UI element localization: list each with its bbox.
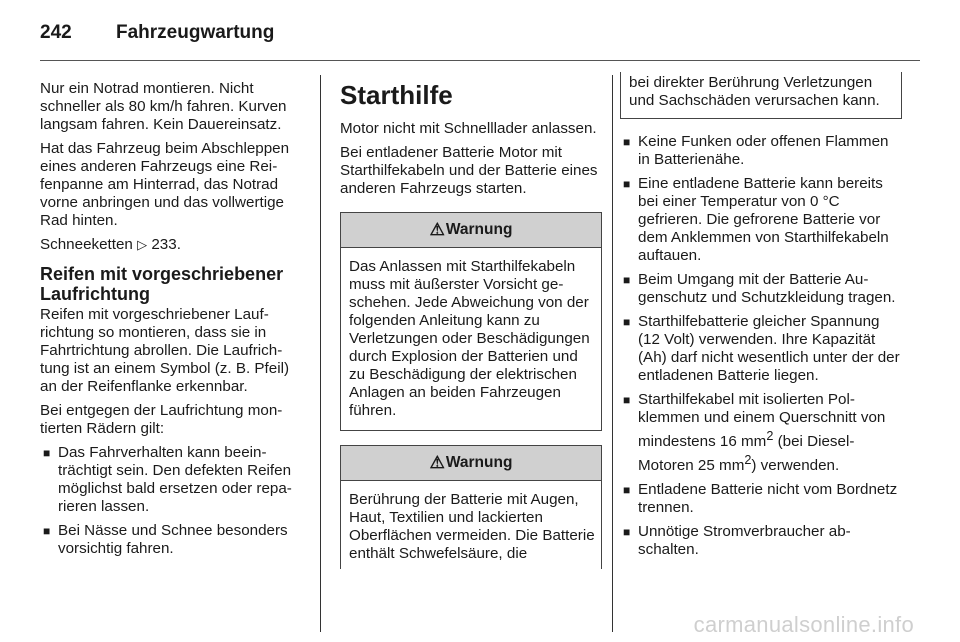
list-item: ■ Starthilfekabel mit isolierten Polklemmen und einem Querschnitt von mindestens 16 $mm^2$ (bei Diesel-Motoren 25 $mm^2$) verwenden. [623,391,886,475]
bullet-icon: ■ [623,177,631,191]
list-item: ■ Bei Nässe und Schnee besonders vorsichtig fahren. [43,522,288,557]
list-item: ■ Beim Umgang mit der Batterie Augenschutz und Schutzkleidung tragen. [623,271,896,306]
section-heading: Reifen mit vorgeschriebener Laufrichtung [40,264,284,304]
bullet-icon: ■ [623,525,631,540]
warning-box [340,445,602,569]
warning-box-continued: bei direkter Berührung Verletzungen und Sachschäden verursachen kann. [620,72,902,119]
column-1 [40,80,304,564]
bullet-icon: ■ [623,273,631,287]
paragraph: Bei entladener Batterie Motor mit Starthilfekabeln und der Batterie eines anderen Fahrzeugs starten. [340,144,598,197]
list-item: ■ Unnötige Stromverbraucher abschalten. [623,523,851,559]
crossref-arrow-icon: ▷ [137,237,148,252]
bullet-icon: ■ [623,135,631,149]
paragraph: Hat das Fahrzeug beim Abschleppen eines anderen Fahrzeugs eine Reifenpanne am Hinterrad, das Notrad vorne anbringen und das vollwertige Rad hinten. [40,140,290,229]
header-rule [40,60,920,61]
column-2 [340,80,602,569]
warning-body: Das Anlassen mit Starthilfekabeln muss mit äußerster Vorsicht geschehen. Jede Abweichung von der folgenden Anleitung kann zu Verletzungen oder Beschädigungen durch Explosion der Batterien und zu Beschädigung der elektrischen Anlagen an beiden Fahrzeugen führen. [349,258,590,419]
warning-triangle-icon: ⚠ [429,220,445,239]
paragraph: Bei entgegen der Laufrichtung montierten Rädern gilt: [40,402,283,437]
list-item: ■ Starthilfebatterie gleicher Spannung (12 Volt) verwenden. Ihre Kapazität (Ah) darf nicht wesentlich unter der der entladenen Batterie liegen. [623,313,900,384]
bullet-list [40,444,304,558]
section-title: Starthilfe [340,80,453,110]
warning-header [341,446,601,481]
column-divider-1 [320,75,321,632]
warning-title: Warnung [445,454,513,471]
page-header [40,22,274,44]
warning-triangle-icon: ⚠ [429,453,445,472]
bullet-icon: ■ [43,446,51,460]
list-item: ■ Eine entladene Batterie kann bereits bei einer Temperatur von 0 °C gefrieren. Die gefrorene Batterie vor dem Anklemmen von Starthilfekabeln auftauen. [623,175,889,264]
column-divider-2 [612,75,613,632]
list-item: ■ Das Fahrverhalten kann beeinträchtigt sein. Den defekten Reifen möglichst bald ersetzen oder reparieren lassen. [43,444,292,515]
warning-title: Warnung [445,221,513,238]
paragraph: Reifen mit vorgeschriebener Laufrichtung so montieren, dass sie in Fahrtrichtung abrollen. Die Laufrichtung ist an einem Symbol (z. B. Pfeil) an der Reifenflanke erkennbar. [40,306,290,395]
bullet-icon: ■ [623,483,631,498]
warning-header [341,213,601,248]
list-item: ■ Entladene Batterie nicht vom Bordnetz trennen. [623,481,898,517]
warning-body: Berührung der Batterie mit Augen, Haut, Textilien und lackierten Oberflächen vermeiden. Die Batterie enthält Schwefelsäure, die [349,491,595,562]
list-item: ■ Keine Funken oder offenen Flammen in Batterienähe. [623,133,889,168]
cross-reference[interactable]: Schneeketten ▷ 233. [40,236,181,253]
paragraph: Nur ein Notrad montieren. Nicht schneller als 80 km/h fahren. Kurven langsam fahren. Kein Dauereinsatz. [40,80,287,133]
warning-box [340,212,602,431]
bullet-icon: ■ [43,524,51,538]
bullet-icon: ■ [623,315,631,329]
page-number: 242 [40,22,72,43]
column-3 [620,72,902,565]
bullet-icon: ■ [623,393,631,407]
bullet-list [620,133,902,559]
paragraph: Motor nicht mit Schnelllader anlassen. [340,120,597,137]
chapter-title: Fahrzeugwartung [116,22,275,43]
watermark: carmanualsonline.info [693,612,914,637]
